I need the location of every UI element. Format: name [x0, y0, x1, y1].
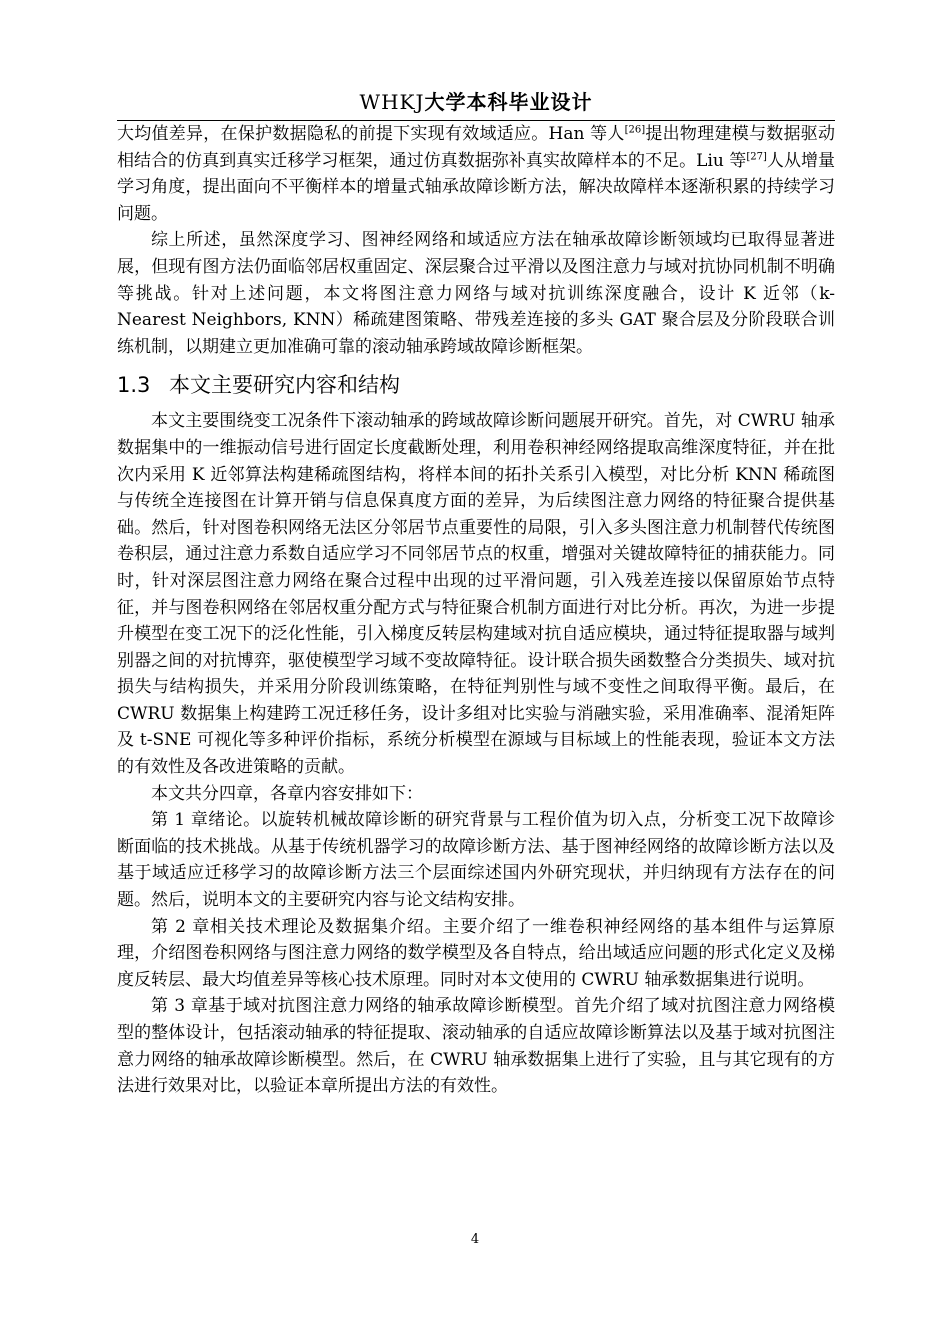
section-title: 本文主要研究内容和结构: [169, 373, 400, 398]
paragraph: 本文共分四章，各章内容安排如下：: [151, 783, 423, 804]
section-heading: [117, 368, 835, 402]
text-run: 人从增量学习角度，提出面向不平衡样本的增量式轴承故障诊断方法，解决故障样本逐渐积累的持续学习问题。: [117, 150, 836, 224]
header-prefix: WHKJ: [359, 90, 425, 114]
document-body: [117, 121, 835, 1100]
paragraph: 第 3 章基于域对抗图注意力网络的轴承故障诊断模型。首先介绍了域对抗图注意力网络模型的整体设计，包括滚动轴承的特征提取、滚动轴承的自适应故障诊断算法以及基于域对抗图注意力网络的轴承故障诊断模型。然后，在 CWRU 轴承数据集上进行了实验，且与其它现有的方法进行效果对比，以验证本章所提出方法的有效性。: [117, 996, 835, 1097]
text-run: 提出物理建模与数据驱动相结合的仿真到真实迁移学习框架，通过仿真数据弥补真实故障样本的不足。Liu 等: [117, 124, 836, 171]
citation: [27]: [746, 150, 767, 162]
citation: [26]: [624, 124, 646, 136]
page-number: 4: [470, 1232, 480, 1247]
running-header: [117, 88, 835, 121]
header-title: 大学本科毕业设计: [424, 90, 593, 114]
text-run: 大均值差异，在保护数据隐私的前提下实现有效域适应。Han 等人: [117, 124, 625, 144]
paragraph: 第 1 章绪论。以旋转机械故障诊断的研究背景与工程价值为切入点，分析变工况下故障诊断面临的技术挑战。从基于传统机器学习的故障诊断方法、基于图神经网络的故障诊断方法以及基于域适应迁移学习的故障诊断方法三个层面综述国内外研究现状，并归纳现有方法存在的问题。然后，说明本文的主要研究内容与论文结构安排。: [117, 810, 835, 911]
paragraph: 第 2 章相关技术理论及数据集介绍。主要介绍了一维卷积神经网络的基本组件与运算原理，介绍图卷积网络与图注意力网络的数学模型及各自特点，给出域适应问题的形式化定义及梯度反转层、最大均值差异等核心技术原理。同时对本文使用的 CWRU 轴承数据集进行说明。: [117, 916, 835, 990]
paragraph: 综上所述，虽然深度学习、图神经网络和域适应方法在轴承故障诊断领域均已取得显著进展，但现有图方法仍面临邻居权重固定、深层聚合过平滑以及图注意力与域对抗协同机制不明确等挑战。针对上述问题，本文将图注意力网络与域对抗训练深度融合，设计 K 近邻（k-Nearest Neighbors, KNN）稀疏建图策略、带残差连接的多头 GAT 聚合层及分阶段联合训练机制，以期建立更加准确可靠的滚动轴承跨域故障诊断框架。: [117, 230, 835, 357]
section-number: 1.3: [117, 373, 151, 398]
page: [117, 88, 835, 1100]
paragraph-continued: [117, 121, 835, 227]
paragraph: 本文主要围绕变工况条件下滚动轴承的跨域故障诊断问题展开研究。首先，对 CWRU 轴承数据集中的一维振动信号进行固定长度截断处理，利用卷积神经网络提取高维深度特征，并在批次内采用 K 近邻算法构建稀疏图结构，将样本间的拓扑关系引入模型，对比分析 KNN 稀疏图与传统全连接图在计算开销与信息保真度方面的差异，为后续图注意力网络的特征聚合提供基础。然后，针对图卷积网络无法区分邻居节点重要性的局限，引入多头图注意力机制替代传统图卷积层，通过注意力系数自适应学习不同邻居节点的权重，增强对关键故障特征的捕获能力。同时，针对深层图注意力网络在聚合过程中出现的过平滑问题，引入残差连接以保留原始节点特征，并与图卷积网络在邻居权重分配方式与特征聚合机制方面进行对比分析。再次，为进一步提升模型在变工况下的泛化性能，引入梯度反转层构建域对抗自适应模块，通过特征提取器与域判别器之间的对抗博弈，驱使模型学习域不变故障特征。设计联合损失函数整合分类损失、域对抗损失与结构损失，并采用分阶段训练策略，在特征判别性与域不变性之间取得平衡。最后，在 CWRU 数据集上构建跨工况迁移任务，设计多组对比实验与消融实验，采用准确率、混淆矩阵及 t-SNE 可视化等多种评价指标，系统分析模型在源域与目标域上的性能表现，验证本文方法的有效性及各改进策略的贡献。: [117, 411, 835, 778]
